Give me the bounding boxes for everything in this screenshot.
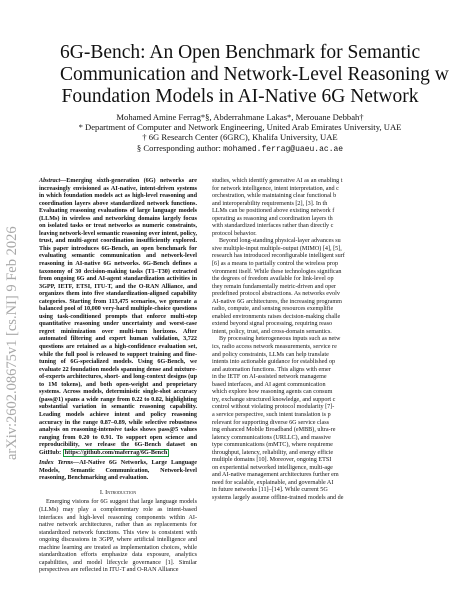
body-line: ing enhanced Mobile Broadband (eMBB), ultra-re [212,427,336,434]
paper-title [60,42,449,108]
affiliation-1: * Department of Computer and Network Engineering, United Arab Emirates University, UAE [78,122,402,133]
body-line: extend beyond signal processing, requiring reaso [212,321,333,328]
body-line: and automation functions. This aligns with emer [212,366,331,373]
index-terms-text: —AI-Native 6G Networks, Large Language Models, Semantic Communication, Network-level reasoning, Benchmarking and evaluation. [39,460,197,482]
body-line: orchestration, while maintaining clear functional b [212,193,337,200]
title-line: Foundation Models in AI-Native 6G Network [61,86,419,107]
body-line: type communications (mMTC), where requireme [212,442,333,449]
body-line: relevant for supporting diverse 6G service class [212,419,329,426]
body-line: control without violating protocol modularity [7]- [212,404,335,411]
body-line: for network intelligence, intent interpretation, and c [212,185,339,192]
body-line: By processing heterogeneous inputs such as netw [219,336,341,343]
body-line: vironment itself. While these technologies significan [212,268,342,275]
github-link[interactable]: https://github.com/maferrag/6G-Bench [64,449,168,456]
body-line: ics, radio access network measurements, service re [212,344,337,351]
body-line: enabled environments raises decision-making challe [212,313,341,320]
body-line: sive multiple-input multiple-output (MIMO) [4], [5], [212,245,342,252]
intro-paragraph: Emerging visions for 6G suggest that large language models (LLMs) may play a complementary role as intent-based interfaces and high-level reasoning components within AI-native network architectures, rather than as replacements for standardized network functions. This view is consistent with ongoing discussions in 3GPP, where artificial intelligence and machine learning are treated as implementation choices, while standardization efforts emphasize data exposure, analytics capabilities, and model lifecycle governance [1]. Similar perspectives are reflected in ITU-T and O-RAN Alliance [39,499,197,574]
body-line: need for scalable, explainable, and governable AI [212,479,334,486]
affiliation-2: † 6G Research Center (6GRC), Khalifa University, UAE [142,132,338,143]
body-line: studies, which identify generative AI as an enabling t [212,178,343,184]
body-line: on experiential networked intelligence, multi-age [212,464,333,471]
body-line: systems largely assume offline-trained models and de [212,494,344,501]
index-terms [39,460,197,483]
body-line: in the IETF on AI-assisted network manageme [212,374,327,381]
body-line: and interoperability requirements [2], [3]. In th [212,200,328,207]
author-email[interactable]: mohamed.ferrag@uaeu.ac.ae [223,144,344,154]
body-line: and policy constraints, LLMs can help translate [212,351,329,358]
abstract-text: —Emerging sixth-generation (6G) networks are increasingly envisioned as AI-native, intent-driven systems in which foundation models act as high-level reasoning and coordination layers above standardized network functions. Evaluating reasoning evaluations of large language models (LLMs) in wireless and networking domains largely focus on isolated tasks or treat networks as numeric constraints, leaving network-level semantic reasoning over intent, policy, trust, and multi-agent coordination insufficiently explored. This paper introduces 6G-Bench, an open benchmark for evaluating semantic communication and network-level reasoning in AI-native 6G networks. 6G-Bench defines a taxonomy of 30 decision-making tasks (T1–T30) extracted from ongoing 6G and AI-agent standardization activities in 3GPP, IETF, ETSI, ITU-T, and the O-RAN Alliance, and organizes them into five standardization-aligned capability categories. Starting from 113,475 scenarios, we generate a balanced pool of 10,000 very-hard multiple-choice questions using task-conditioned prompts that enforce multi-step quantitative reasoning under uncertainty and worst-case regret minimization over multi-turn horizons. After automated filtering and expert human validation, 3,722 questions are retained as a high-confidence evaluation set, while the full pool is released to support training and fine-tuning of 6G-specialized models. Using 6G-Bench, we evaluate 22 foundation models spanning dense and mixture-of-experts architectures, short- and long-context designs (up to 1M tokens), and both open-weight and proprietary systems. Across models, deterministic single-shot accuracy (pass@1) spans a wide range from 0.22 to 0.82, highlighting substantial variation in semantic reasoning capability. Leading models achieve intent and policy reasoning accuracy in the range 0.87–0.89, while selective robustness analysis on reasoning-intensive tasks shows pass@5 values ranging from 0.20 to 0.91. To support open science and reproducibility, we release the 6G-Bench dataset on GitHub: [39,178,197,456]
body-line: LLMs can be positioned above existing network f [212,208,335,215]
abstract [39,178,197,457]
body-line: multiple domains [10]. Moreover, ongoing ETSI [212,457,332,464]
body-line: the degrees of freedom available for link-level op [212,276,334,283]
left-column [39,178,197,575]
author-block [60,112,420,155]
body-line: operating as reasoning and coordination layers th [212,215,333,222]
title-line: 6G-Bench: An Open Benchmark for Semantic [60,42,421,63]
abstract-lead: Abstract [39,178,61,184]
body-line: predefined protocol abstractions. As networks evolv [212,291,340,298]
body-line: with standardized interfaces rather than directly c [212,223,334,230]
body-line: a service perspective, such intent translation is p [212,411,331,418]
body-line: intent, policy, trust, and cross-domain semantics. [212,328,332,335]
section-heading: I. Introduction [99,488,137,496]
body-line: try, exchange structured knowledge, and support c [212,396,336,403]
body-line: intents into actionable guidance for established op [212,359,336,366]
body-line: in future networks [11]–[14]. While current 5G [212,487,328,494]
body-line: [6] as a means to partially control the wireless prop [212,261,339,268]
corresponding-author [60,143,420,155]
body-line: AI-native 6G architectures, the increasing programm [212,298,342,305]
body-line: latency communications (URLLC), and massive [212,434,331,441]
body-line: they remain fundamentally metric-driven and oper [212,283,336,290]
body-line: research has introduced reconfigurable intelligent surf [212,253,345,260]
arxiv-id: arXiv:2602.08675v1 [cs.NI] 9 Feb 2026 [4,226,20,460]
body-line: protocol behavior. [212,230,257,237]
body-line: radio, compute, and sensing resources exemplifie [212,306,334,313]
title-line: Communication and Network-Level Reasoning w [60,64,449,85]
body-line: based interfaces, and AI agent communication [212,381,326,388]
body-line: throughput, latency, reliability, and energy efficie [212,449,334,456]
index-terms-lead: Index Terms [39,460,74,467]
corresponding-label: § Corresponding author: [136,142,221,153]
author-names: Mohamed Amine Ferrag*§, Abderrahmane Lakas*, Merouane Debbah† [116,112,364,122]
body-line: and AI-native management architectures further em [212,472,339,479]
body-line: Beyond long-standing physical-layer advances su [219,238,341,245]
body-line: which explore how reasoning agents can consum [212,389,333,396]
arxiv-stamp [0,138,24,468]
right-column [212,178,412,503]
